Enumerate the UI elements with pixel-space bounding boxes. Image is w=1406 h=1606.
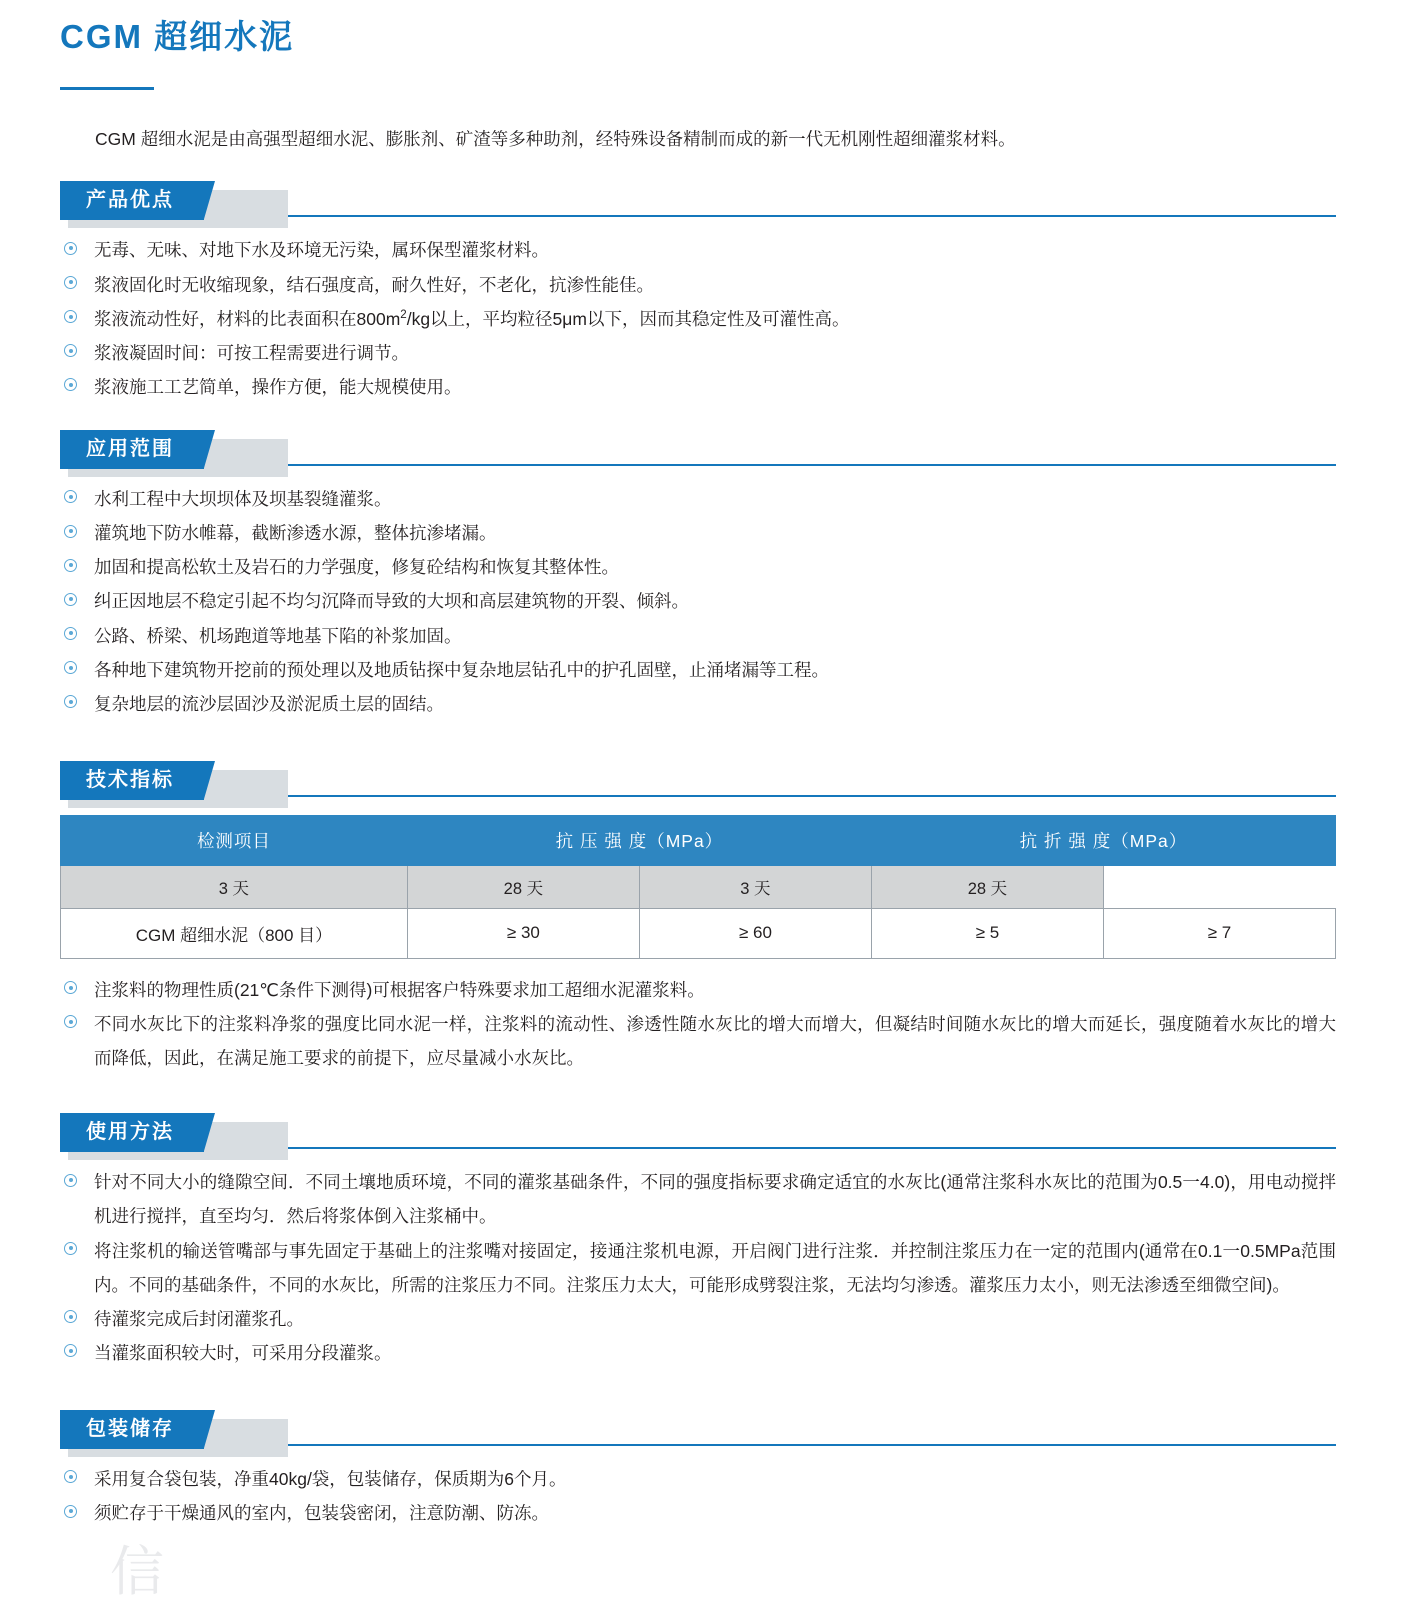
spec-table-head — [61, 815, 1336, 865]
bullet-circle-icon — [64, 525, 77, 538]
bullet-circle-icon — [64, 695, 77, 708]
list-item — [60, 516, 1336, 550]
list-item-text: 针对不同大小的缝隙空间．不同土壤地质环境，不同的灌浆基础条件，不同的强度指标要求确定适宜的水灰比(通常注浆科水灰比的范围为0.5一4.0)，用电动搅拌机进行搅拌，直至均匀．然后将浆体倒入注浆桶中。 — [94, 1172, 1336, 1227]
cell-compressive-28d: ≥ 60 — [639, 908, 871, 958]
section-title-advantages: 产品优点 — [60, 181, 204, 220]
page-title: CGM 超细水泥 — [60, 18, 295, 55]
list-item — [60, 550, 1336, 584]
bullet-circle-icon — [64, 593, 77, 606]
list-item-text: 注浆料的物理性质(21℃条件下测得)可根据客户特殊要求加工超细水泥灌浆料。 — [94, 979, 705, 1000]
list-item-text: 将注浆机的输送管嘴部与事先固定于基础上的注浆嘴对接固定，接通注浆机电源，开启阀门进行注浆．并控制注浆压力在一定的范围内(通常在0.1一0.5MPa范围内。不同的基础条件，不同的水灰比，所需的注浆压力不同。注浆压力太大，可能形成劈裂注浆，无法均匀渗透。灌浆压力太小，则无法渗透至细微空间)。 — [94, 1240, 1336, 1295]
cell-flexural-3d: ≥ 5 — [871, 908, 1103, 958]
bullet-circle-icon — [64, 310, 77, 323]
table-row — [61, 908, 1336, 958]
cell-flexural-28d: ≥ 7 — [1103, 908, 1335, 958]
bullet-circle-icon — [64, 1015, 77, 1028]
list-item — [60, 482, 1336, 516]
list-item — [60, 302, 1336, 336]
table-subheader-row — [61, 865, 1336, 908]
section-header-usage — [60, 1113, 1336, 1153]
list-item — [60, 584, 1336, 618]
bullet-circle-icon — [64, 1310, 77, 1323]
list-item-text: 各种地下建筑物开挖前的预处理以及地质钻探中复杂地层钻孔中的护孔固壁，止涌堵漏等工程。 — [94, 659, 829, 680]
list-item-text: 浆液固化时无收缩现象，结石强度高，耐久性好，不老化，抗渗性能佳。 — [94, 274, 654, 295]
bullet-circle-icon — [64, 242, 77, 255]
list-item — [60, 1007, 1336, 1075]
subheader-compressive-28d: 28 天 — [407, 865, 639, 908]
list-item-text: 加固和提高松软土及岩石的力学强度，修复砼结构和恢复其整体性。 — [94, 557, 619, 578]
bullet-circle-icon — [64, 627, 77, 640]
cell-compressive-3d: ≥ 30 — [407, 908, 639, 958]
section-technical-specs — [60, 761, 1336, 1075]
bullet-circle-icon — [64, 1505, 77, 1518]
list-item — [60, 1462, 1336, 1496]
title-divider — [60, 87, 154, 90]
bullet-circle-icon — [64, 490, 77, 503]
spec-table — [60, 815, 1336, 959]
list-item-text: 复杂地层的流沙层固沙及淤泥质土层的固结。 — [94, 693, 444, 714]
th-flexural: 抗 折 强 度（MPa） — [871, 815, 1335, 865]
list-item-text: 公路、桥梁、机场跑道等地基下陷的补浆加固。 — [94, 625, 462, 646]
list-item-text: 无毒、无味、对地下水及环境无污染，属环保型灌浆材料。 — [94, 240, 549, 261]
th-item: 检测项目 — [61, 815, 408, 865]
list-item — [60, 687, 1336, 721]
list-item-text: 纠正因地层不稳定引起不均匀沉降而导致的大坝和高层建筑物的开裂、倾斜。 — [94, 591, 689, 612]
applications-list — [60, 482, 1336, 721]
page-watermark: 信 — [110, 1540, 164, 1603]
section-title-usage: 使用方法 — [60, 1113, 204, 1152]
bullet-circle-icon — [64, 1470, 77, 1483]
bullet-circle-icon — [64, 1344, 77, 1357]
list-item — [60, 233, 1336, 267]
list-item — [60, 1302, 1336, 1336]
list-item-text: 水利工程中大坝坝体及坝基裂缝灌浆。 — [94, 489, 392, 510]
section-applications — [60, 430, 1336, 721]
subheader-flexural-3d: 3 天 — [639, 865, 871, 908]
list-item — [60, 1234, 1336, 1302]
cell-item-name: CGM 超细水泥（800 目） — [61, 908, 408, 958]
bullet-circle-icon — [64, 559, 77, 572]
list-item — [60, 1496, 1336, 1530]
section-advantages — [60, 181, 1336, 404]
advantages-list — [60, 233, 1336, 404]
list-item-text: 须贮存于干燥通风的室内，包装袋密闭，注意防潮、防冻。 — [94, 1503, 549, 1524]
section-title-packaging: 包装储存 — [60, 1410, 204, 1449]
packaging-list — [60, 1462, 1336, 1530]
section-usage — [60, 1113, 1336, 1370]
usage-list — [60, 1165, 1336, 1370]
list-item — [60, 336, 1336, 370]
spec-table-body — [61, 865, 1336, 958]
list-item — [60, 653, 1336, 687]
section-packaging — [60, 1410, 1336, 1530]
section-header-applications — [60, 430, 1336, 470]
bullet-circle-icon — [64, 1174, 77, 1187]
list-item-text: 当灌浆面积较大时，可采用分段灌浆。 — [94, 1342, 392, 1363]
list-item — [60, 268, 1336, 302]
intro-paragraph: CGM 超细水泥是由高强型超细水泥、膨胀剂、矿渣等多种助剂，经特殊设备精制而成的新一代无机刚性超细灌浆材料。 — [95, 128, 1016, 149]
bullet-circle-icon — [64, 661, 77, 674]
section-title-applications: 应用范围 — [60, 430, 204, 469]
list-item — [60, 370, 1336, 404]
list-item — [60, 1336, 1336, 1370]
section-title-technical-specs: 技术指标 — [60, 761, 204, 800]
bullet-circle-icon — [64, 344, 77, 357]
list-item-text: 采用复合袋包装，净重40kg/袋，包装储存，保质期为6个月。 — [94, 1469, 567, 1490]
bullet-circle-icon — [64, 378, 77, 391]
section-header-advantages — [60, 181, 1336, 221]
list-item-text: 浆液凝固时间：可按工程需要进行调节。 — [94, 342, 409, 363]
list-item-text: 浆液流动性好，材料的比表面积在$800m^2/kg$以上，平均粒径5μm以下，因而其稳定性及可灌性高。 — [94, 308, 850, 329]
subheader-compressive-3d: 3 天 — [61, 865, 408, 908]
list-item — [60, 1165, 1336, 1233]
th-compressive: 抗 压 强 度（MPa） — [407, 815, 871, 865]
bullet-circle-icon — [64, 276, 77, 289]
list-item-text: 待灌浆完成后封闭灌浆孔。 — [94, 1308, 304, 1329]
section-header-packaging — [60, 1410, 1336, 1450]
list-item — [60, 619, 1336, 653]
table-header-row — [61, 815, 1336, 865]
list-item-text: 不同水灰比下的注浆料净浆的强度比同水泥一样，注浆料的流动性、渗透性随水灰比的增大而增大，但凝结时间随水灰比的增大而延长，强度随着水灰比的增大而降低，因此，在满足施工要求的前提下，应尽量减小水灰比。 — [94, 1014, 1336, 1069]
footer-spacer — [60, 1530, 1336, 1570]
bullet-circle-icon — [64, 981, 77, 994]
bullet-circle-icon — [64, 1242, 77, 1255]
subheader-flexural-28d: 28 天 — [871, 865, 1103, 908]
section-header-technical-specs — [60, 761, 1336, 801]
list-item — [60, 973, 1336, 1007]
technical-notes-list — [60, 973, 1336, 1075]
list-item-text: 浆液施工工艺简单，操作方便，能大规模使用。 — [94, 376, 462, 397]
list-item-text: 灌筑地下防水帷幕，截断渗透水源，整体抗渗堵漏。 — [94, 523, 497, 544]
